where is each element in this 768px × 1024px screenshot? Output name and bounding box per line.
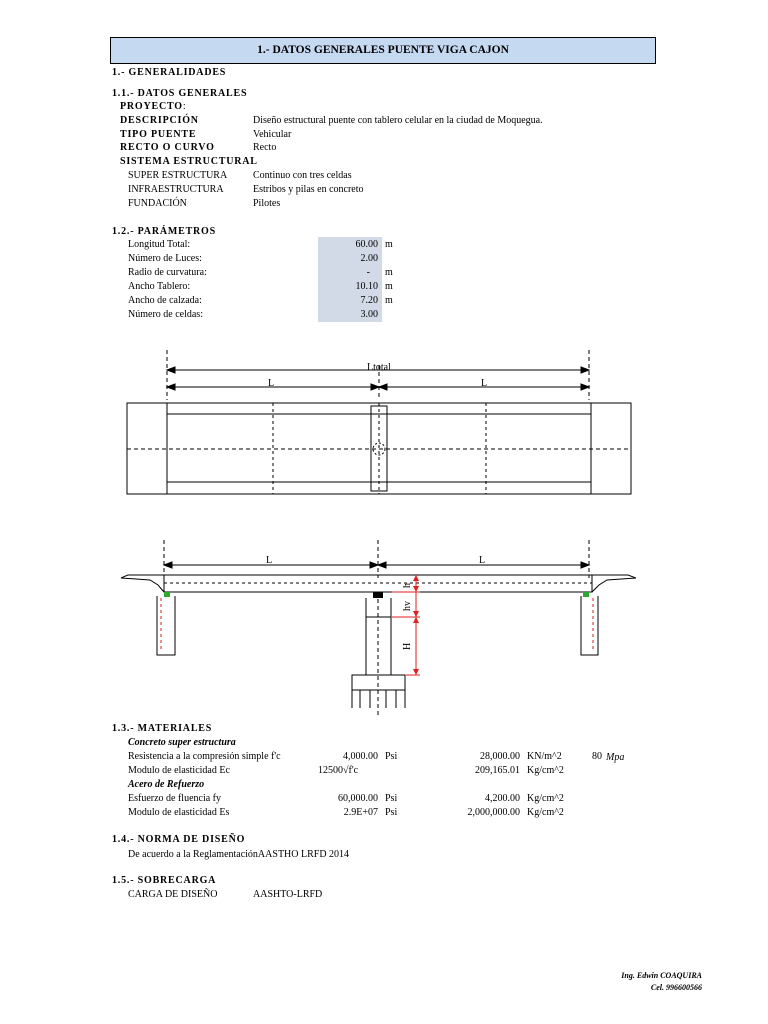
page-title: 1.- DATOS GENERALES PUENTE VIGA CAJON: [110, 37, 656, 64]
resistencia-label: Resistencia a la compresión simple f'c: [128, 751, 281, 762]
fy-kg-unit: Kg/cm^2: [527, 793, 564, 804]
vertical-clearance-label: hv: [402, 601, 413, 611]
resistencia-psi-value: 4,000.00: [343, 751, 378, 762]
resistencia-kn-value: 28,000.00: [480, 751, 520, 762]
es-label: Modulo de elasticidad Es: [128, 807, 230, 818]
sistema-estructural-label: SISTEMA ESTRUCTURAL: [120, 156, 258, 167]
subsection-heading-datos-generales: 1.1.- DATOS GENERALES: [112, 88, 248, 99]
ec-unit: Kg/cm^2: [527, 765, 564, 776]
param-label: Ancho Tablero:: [128, 281, 191, 292]
pier-height-label: H: [402, 642, 413, 650]
section-heading-materiales: 1.3.- MATERIALES: [112, 723, 213, 734]
param-value: 60.00: [355, 239, 378, 250]
resistencia-mpa-unit: Mpa: [606, 752, 625, 763]
es-psi-value: 2.9E+07: [343, 807, 378, 818]
fundacion-label: FUNDACIÓN: [128, 198, 187, 209]
param-value: 7.20: [360, 295, 378, 306]
super-estructura-label: SUPER ESTRUCTURA: [128, 170, 228, 181]
tipo-puente-value: Vehicular: [253, 129, 292, 140]
span-label-right: L: [481, 378, 488, 389]
section-heading-norma: 1.4.- NORMA DE DISEÑO: [112, 834, 246, 845]
abutment-bearing-right: [583, 592, 589, 597]
param-value: -: [366, 267, 370, 278]
fy-psi-value: 60,000.00: [338, 793, 378, 804]
section-heading-parametros: 1.2.- PARÁMETROS: [112, 226, 217, 237]
tipo-puente-label: TIPO PUENTE: [120, 129, 197, 140]
resistencia-kn-unit: KN/m^2: [527, 751, 562, 762]
param-value: 10.10: [355, 281, 378, 292]
descripcion-label: DESCRIPCIÓN: [120, 115, 199, 126]
param-label: Longitud Total:: [128, 239, 191, 250]
resistencia-mpa-value: 80: [592, 751, 602, 762]
fy-psi-unit: Psi: [385, 793, 398, 804]
param-value: 2.00: [360, 253, 378, 264]
param-unit: m: [385, 295, 393, 306]
footer-engineer-name: Ing. Edwin COAQUIRA: [621, 971, 702, 980]
section-heading-sobrecarga: 1.5.- SOBRECARGA: [112, 875, 217, 886]
proyecto-label: PROYECTO:: [120, 101, 187, 112]
pier-bearing: [373, 592, 383, 598]
super-estructura-value: Continuo con tres celdas: [253, 170, 352, 181]
param-unit: m: [385, 239, 393, 250]
carga-label: CARGA DE DISEÑO: [128, 889, 218, 900]
fy-label: Esfuerzo de fluencia fy: [128, 793, 222, 804]
recto-curvo-label: RECTO O CURVO: [120, 142, 215, 153]
ec-formula: 12500√f'c: [318, 765, 359, 776]
param-label: Número de Luces:: [128, 253, 202, 264]
param-label: Ancho de calzada:: [128, 295, 202, 306]
ec-value: 209,165.01: [475, 765, 520, 776]
param-label: Radio de curvatura:: [128, 267, 207, 278]
span-label-right: L: [479, 555, 486, 566]
param-label: Número de celdas:: [128, 309, 203, 320]
es-kg-unit: Kg/cm^2: [527, 807, 564, 818]
acero-label: Acero de Refuerzo: [128, 779, 205, 790]
footer-phone: Cel. 996600566: [650, 983, 702, 992]
es-kg-value: 2,000,000.00: [467, 807, 520, 818]
deck-height-label: h: [402, 583, 413, 588]
norma-text: De acuerdo a la ReglamentaciónAASTHO LRFD 2014: [128, 849, 350, 860]
concreto-label: Concreto super estructura: [128, 737, 236, 748]
param-value: 3.00: [360, 309, 378, 320]
es-psi-unit: Psi: [385, 807, 398, 818]
infraestructura-label: INFRAESTRUCTURA: [128, 184, 224, 195]
ec-label: Modulo de elasticidad Ec: [128, 765, 230, 776]
abutment-bearing-left: [164, 592, 170, 597]
param-unit: m: [385, 281, 393, 292]
fundacion-value: Pilotes: [253, 198, 281, 209]
ltotal-label: Ltotal: [367, 362, 391, 373]
span-label-left: L: [266, 555, 273, 566]
recto-curvo-value: Recto: [253, 142, 277, 153]
fy-kg-value: 4,200.00: [485, 793, 520, 804]
infraestructura-value: Estribos y pilas en concreto: [253, 184, 364, 195]
param-unit: m: [385, 267, 393, 278]
resistencia-psi-unit: Psi: [385, 751, 398, 762]
descripcion-value: Diseño estructural puente con tablero celular en la ciudad de Moquegua.: [253, 115, 543, 126]
carga-value: AASHTO-LRFD: [253, 889, 323, 900]
section-heading-generalidades: 1.- GENERALIDADES: [112, 67, 227, 78]
span-label-left: L: [268, 378, 275, 389]
